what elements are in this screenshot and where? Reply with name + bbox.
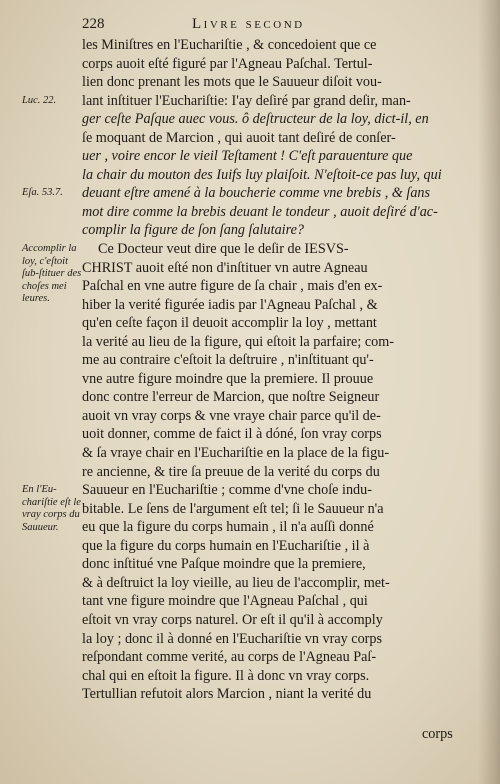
body-text [82,36,460,704]
text-line: CHRIST auoit eſté non d'inſtituer vn autre Agneau [82,259,368,276]
text-line: & ſa vraye chair en l'Euchariſtie en la place de la figu- [82,445,390,462]
text-line: chal qui en eſtoit la figure. Il à donc vn vray corps. [82,667,370,684]
text-line: donc inſtitué vne Paſque moindre que la premiere, [82,556,366,573]
margin-note: Accomplir la loy, c'eſtoit ſub-ſtituer des choſes mei leures. [22,243,82,305]
text-line: bitable. Le ſens de l'argument eſt tel; ſi le Sauueur n'a [82,500,384,517]
text-line: Sauueur en l'Euchariſtie ; comme d'vne choſe indu- [82,482,372,499]
margin-note: En l'Eu-chariſtie eſt le vray corps du Sauueur. [22,484,81,533]
text-line: & à deſtruict la loy vieille, au lieu de l'accomplir, met- [82,574,390,591]
text-line: Tertullian refutoit alors Marcion , niant la verité du [82,686,372,703]
text-line: hiber la verité figurée iadis par l'Agneau Paſchal , & [82,296,378,313]
running-title: Livre second [192,16,305,32]
text-line: Ce Docteur veut dire que le deſir de IESVS- [98,241,349,258]
text-line: tant vne figure moindre que l'Agneau Paſchal , qui [82,593,368,610]
catchword: corps [422,726,453,742]
text-line: reſpondant comme verité, au corps de l'Agneau Paſ- [82,649,377,666]
text-line: la loy ; donc il à donné en l'Euchariſtie vn vray corps [82,630,383,647]
text-line: lant inſtituer l'Euchariſtie: I'ay deſiré par grand deſir, man- [82,92,411,109]
margin-note: Luc. 22. [22,94,57,106]
text-line: lien donc prenant les mots que le Sauueur diſoit vou- [82,74,382,91]
text-line: auoit vn vray corps & vne vraye chair parce qu'il de- [82,407,381,424]
text-line: la verité au lieu de la figure, qui eſtoit la parfaire; com- [82,333,394,350]
text-line: ſe moquant de Marcion , qui auoit tant deſiré de conſer- [82,129,396,146]
page-header [82,16,462,38]
text-line: complir la figure de ſon ſang ſalutaire? [82,222,304,239]
text-line: donc contre l'erreur de Marcion, que noſtre Seigneur [82,389,380,406]
margin-note: Eſa. 53.7. [22,187,63,199]
text-line: me au contraire c'eſtoit la deſtruire , n'inſtituant qu'- [82,352,374,369]
text-line: Paſchal en vne autre figure de ſa chair , mais d'en ex- [82,278,383,295]
text-line: eu que la figure du corps humain , il n'a auſſi donné [82,519,374,536]
text-line: uer , voire encor le vieil Teſtament ! C'eſt parauenture que [82,148,413,165]
text-line: les Miniſtres en l'Euchariſtie , & concedoient que ce [82,37,377,53]
text-line: qu'en ceſte façon il deuoit accomplir la loy , mettant [82,315,377,332]
text-line: ger ceſte Paſque auec vous. ô deſtructeur de la loy, dict-il, en [82,111,429,128]
text-line: vne autre figure moindre que la premiere. Il prouue [82,370,374,387]
gutter-shadow [478,0,500,784]
text-line: que la figure du corps humain en l'Euchariſtie , il à [82,537,370,554]
page-number: 228 [82,16,105,32]
text-line: uoit donner, comme de faict il à dóné, ſon vray corps [82,426,382,443]
text-line: corps auoit eſté figuré par l'Agneau Paſchal. Tertul- [82,55,373,72]
text-line: mot dire comme la brebis deuant le tondeur , auoit deſiré d'ac- [82,203,438,220]
text-line: re ancienne, & tire ſa preuue de la verité du corps du [82,463,380,480]
text-line: deuant eſtre amené à la boucherie comme vne brebis , & ſans [82,185,431,202]
text-line: eſtoit vn vray corps naturel. Or eſt il qu'il à accomply [82,611,383,628]
text-line: la chair du mouton des Iuifs luy plaiſoit. N'eſtoit-ce pas luy, qui [82,166,442,183]
